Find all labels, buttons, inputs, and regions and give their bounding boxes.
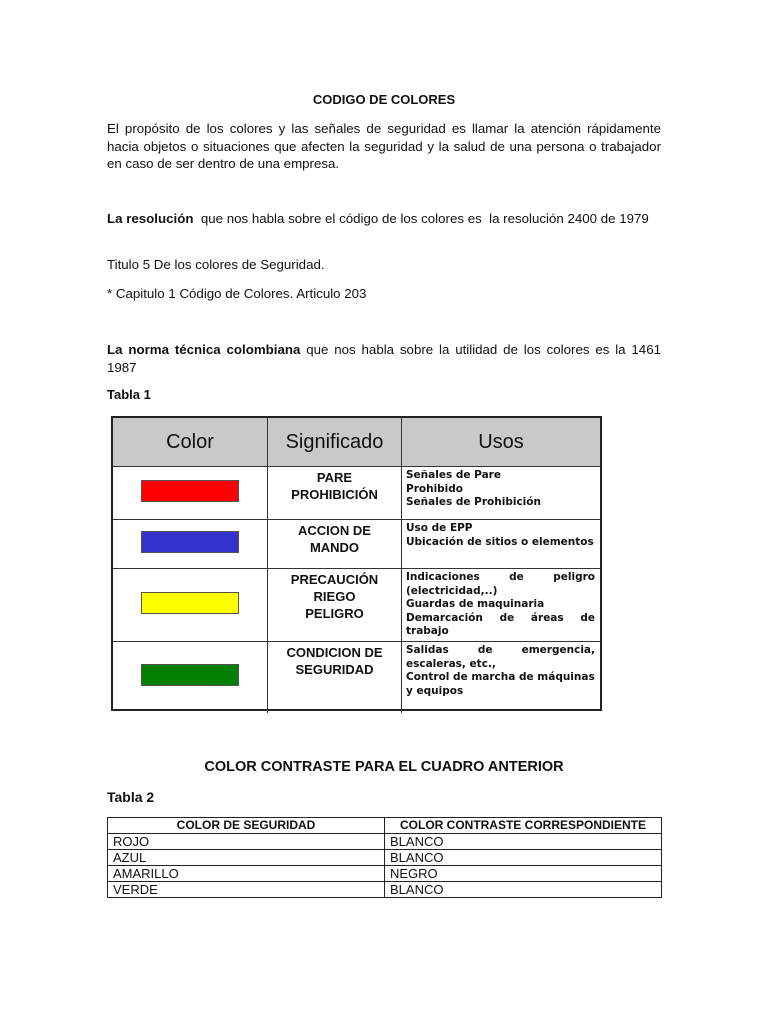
usos-line: y equipos — [406, 684, 464, 697]
header-color-contraste: COLOR CONTRASTE CORRESPONDIENTE — [385, 818, 662, 834]
color-swatch-green — [141, 664, 239, 686]
header-significado: Significado — [268, 418, 402, 467]
usos-line: Prohibido — [406, 482, 464, 495]
significado-cell — [268, 642, 402, 713]
usos-cell — [402, 642, 601, 713]
significado-cell — [268, 569, 402, 642]
table1-header-row — [113, 418, 600, 467]
significado-line: PELIGRO — [305, 606, 364, 621]
usos-line: Demarcación de áreas de — [406, 611, 595, 624]
usos-cell — [402, 520, 601, 569]
usos-line: Ubicación de sitios o elementos — [406, 535, 594, 548]
usos-line: Señales de Pare — [406, 469, 501, 481]
color-seguridad-cell: VERDE — [108, 882, 385, 898]
color-contraste-cell: BLANCO — [385, 850, 662, 866]
color-cell — [113, 569, 268, 642]
usos-line: Señales de Prohibición — [406, 496, 541, 509]
tabla2-label: Tabla 2 — [107, 789, 155, 805]
usos-line: Indicaciones de peligro — [406, 571, 595, 583]
significado-line: SEGURIDAD — [295, 662, 374, 677]
significado-line: CONDICION DE — [286, 645, 383, 660]
significado-cell — [268, 467, 402, 520]
norma-paragraph — [107, 341, 661, 376]
color-contraste-cell: BLANCO — [385, 834, 662, 850]
significado-line: ACCION DE — [298, 523, 371, 538]
usos-line: Salidas de emergencia, — [406, 644, 595, 656]
color-swatch-yellow — [141, 592, 239, 614]
table1-row — [113, 467, 600, 520]
resolucion-label: La resolución — [107, 211, 194, 226]
usos-line: (electricidad,..) — [406, 584, 498, 597]
color-cell — [113, 642, 268, 713]
table1-row — [113, 520, 600, 569]
usos-line: escaleras, etc., — [406, 657, 496, 670]
resolucion-text: que nos habla sobre el código de los colores es la resolución 2400 de 1979 — [193, 211, 649, 226]
titulo5-line: Titulo 5 De los colores de Seguridad. — [107, 257, 325, 272]
color-seguridad-cell: AMARILLO — [108, 866, 385, 882]
significado-line: PRECAUCIÓN — [290, 572, 379, 587]
header-color-seguridad: COLOR DE SEGURIDAD — [108, 818, 385, 834]
table2-header-row — [108, 818, 662, 834]
page-title: CODIGO DE COLORES — [312, 92, 456, 107]
color-contraste-cell: BLANCO — [385, 882, 662, 898]
intro-paragraph: El propósito de los colores y las señales de seguridad es llamar la atención rápidamente hacia objetos o situaciones que afecten la seguridad y la salud de una persona o trabajador en caso de ser dentro de una empresa. — [107, 121, 661, 171]
table1-row — [113, 569, 600, 642]
significado-line: PROHIBICIÓN — [291, 487, 378, 502]
usos-line: trabajo — [406, 625, 449, 638]
usos-cell — [402, 467, 601, 520]
norma-label: La norma técnica colombiana — [107, 342, 301, 357]
color-seguridad-cell: ROJO — [108, 834, 385, 850]
contrast-table — [107, 817, 662, 898]
color-cell — [113, 467, 268, 520]
usos-cell — [402, 569, 601, 642]
color-contraste-cell: NEGRO — [385, 866, 662, 882]
color-seguridad-cell: AZUL — [108, 850, 385, 866]
table1-row — [113, 642, 600, 713]
table2-row — [108, 882, 662, 898]
table2-row — [108, 866, 662, 882]
significado-line: RIEGO — [313, 589, 356, 604]
header-color: Color — [113, 418, 268, 467]
header-usos: Usos — [402, 418, 601, 467]
contrast-subtitle: COLOR CONTRASTE PARA EL CUADRO ANTERIOR — [204, 759, 564, 775]
table2-row — [108, 834, 662, 850]
color-cell — [113, 520, 268, 569]
norma-text: que nos habla sobre la utilidad de los colores es la 1461 1987 — [107, 342, 661, 375]
resolucion-paragraph — [107, 210, 661, 228]
significado-cell — [268, 520, 402, 569]
usos-line: Uso de EPP — [406, 522, 473, 534]
usos-line: Guardas de maquinaria — [406, 598, 545, 611]
significado-line: PARE — [316, 470, 353, 485]
tabla1-label: Tabla 1 — [107, 387, 151, 402]
color-swatch-red — [141, 480, 239, 502]
color-swatch-blue — [141, 531, 239, 553]
capitulo-line: * Capitulo 1 Código de Colores. Articulo 203 — [107, 286, 367, 301]
usos-line: Control de marcha de máquinas — [406, 671, 595, 684]
table2-row — [108, 850, 662, 866]
color-code-table — [111, 416, 602, 711]
significado-line: MANDO — [309, 540, 360, 555]
